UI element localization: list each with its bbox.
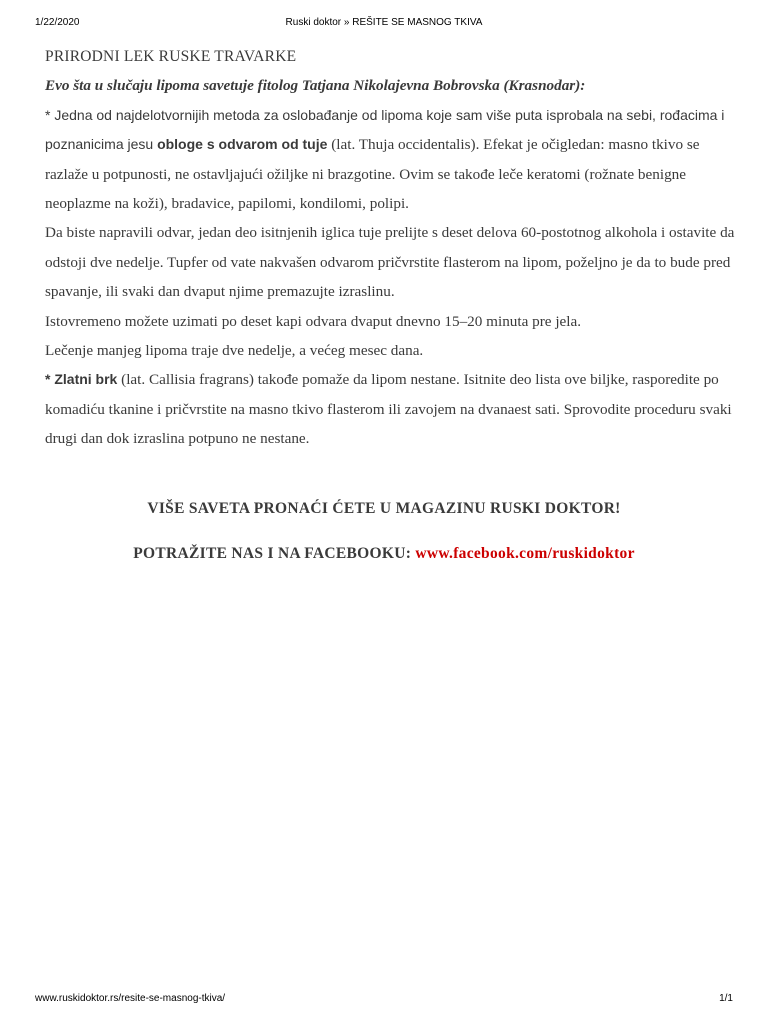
print-page-title: Ruski doktor » REŠITE SE MASNOG TKIVA [285,17,483,28]
zlatni-brk-text: (lat. Callisia fragrans) takođe pomaže da lipom nestane. Isitnite deo lista ove biljke, rasporedite po komadiću tkanine i pričvrstite na masno tkivo flasterom ili zavojem na dvanaest sati. Sprovodite proceduru svaki drugi dan dok izraslina potpuno ne nestane. [45,371,732,448]
article-body [45,42,735,454]
article-heading: PRIRODNI LEK RUSKE TRAVARKE [45,48,297,65]
facebook-link[interactable]: www.facebook.com/ruskidoktor [415,545,635,562]
article-intro: Evo šta u slučaju lipoma savetuje fitolog Tatjana Nikolajevna Bobrovska (Krasnodar): [45,77,586,95]
zlatni-brk-highlight: * Zlatni brk [45,371,118,388]
print-footer [0,993,768,1007]
paragraph-zlatni-brk [45,365,735,453]
thuja-text-start: Jedna od najdelotvornijih metoda za oslobađanje od lipoma koje sam više puta isprobala na sebi, rođacima i poznanicima jesu [45,106,725,153]
page-number: 1/1 [719,993,733,1004]
paragraph-dosage: Istovremeno možete uzimati po deset kapi odvara dvaput dnevno 15–20 minuta pre jela. [45,312,582,330]
print-url: www.ruskidoktor.rs/resite-se-masnog-tkiva/ [35,993,226,1004]
facebook-promo-label: POTRAŽITE NAS I NA FACEBOOKU: [133,545,412,562]
thuja-text-end: (lat. Thuja occidentalis). Efekat je očigledan: masno tkivo se razlaže u potpunosti, ne ostavljajući ožiljke ni brazgotine. Ovim se takođe leče keratomi (rožnate benigne neoplazme na koži), bradavice, papilomi, kondilomi, polipi. [45,136,700,213]
paragraph-duration: Lečenje manjeg lipoma traje dve nedelje, a većeg mesec dana. [45,342,424,360]
magazine-promo: VIŠE SAVETA PRONAĆI ĆETE U MAGAZINU RUSKI DOKTOR! [147,500,621,517]
facebook-promo [0,545,768,563]
print-date: 1/22/2020 [35,17,80,28]
bullet-star: * [45,106,51,123]
thuja-highlight: obloge s odvarom od tuje [157,136,328,153]
print-header [0,17,768,31]
paragraph-thuja [45,101,735,219]
paragraph-preparation: Da biste napravili odvar, jedan deo isitnjenih iglica tuje prelijte s deset delova 60-postotnog alkohola i ostavite da odstoji dve nedelje. Tupfer od vate nakvašen odvarom pričvrstite flasterom na lipom, poželjno je da to bude pred spavanje, ili svaki dan dvaput njime premazujte izraslinu. [45,224,735,301]
